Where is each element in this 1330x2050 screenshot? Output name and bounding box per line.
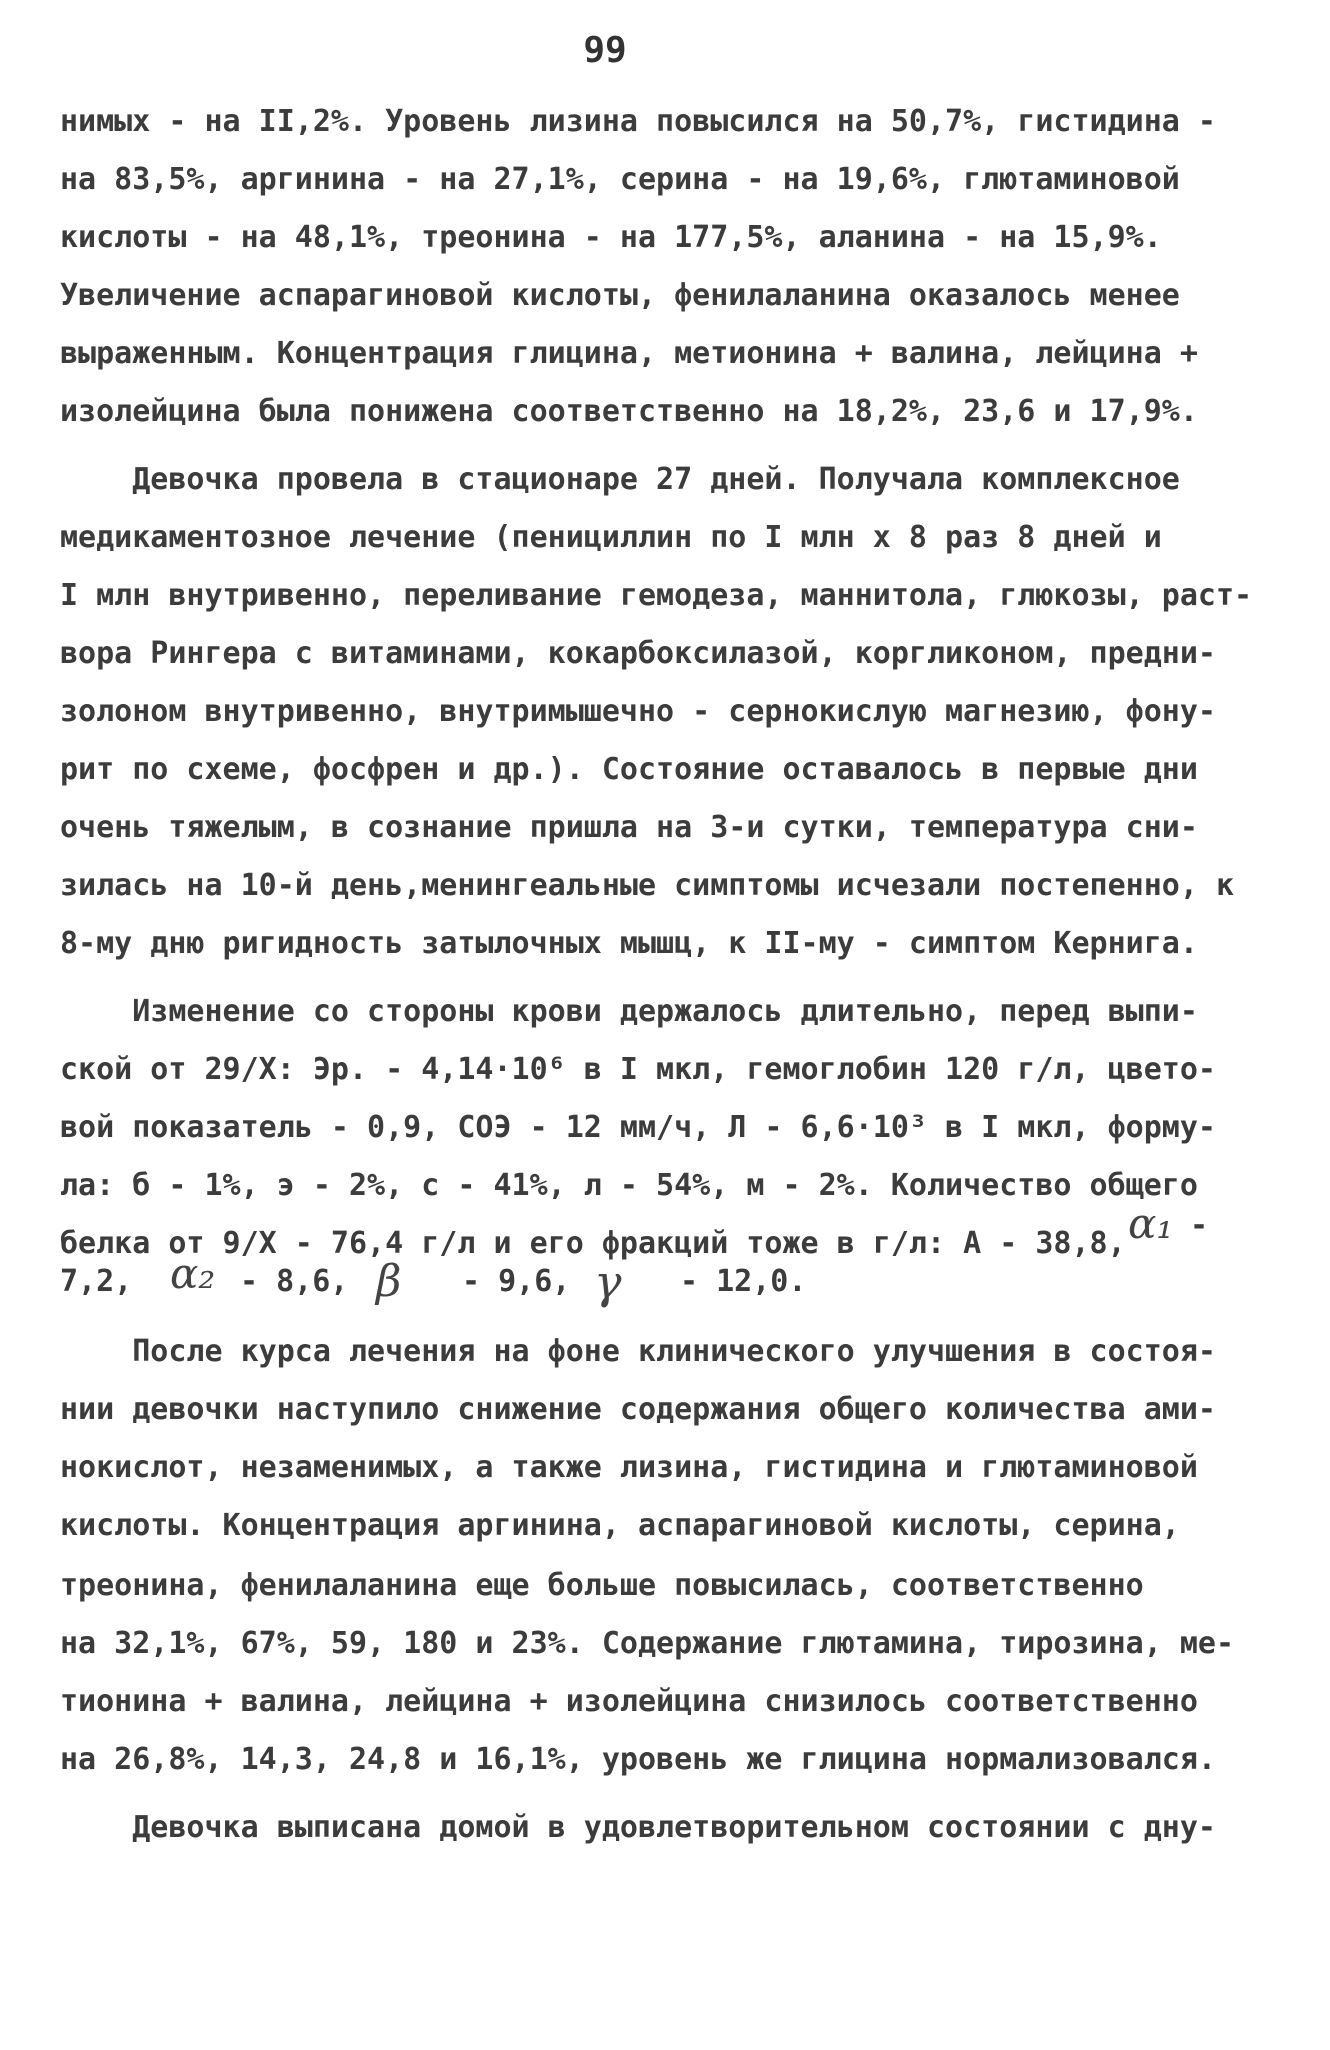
text-line: После курса лечения на фоне клинического улучшения в состоя- (60, 1334, 1216, 1369)
text-line: ской от 29/X: Эр. - 4,14·10⁶ в I мкл, гемоглобин 120 г/л, цвето- (60, 1052, 1216, 1087)
text-line: кислоты - на 48,1%, треонина - на 177,5%, аланина - на 15,9%. (60, 220, 1162, 255)
text-line: тионина + валина, лейцина + изолейцина снизилось соответственно (60, 1684, 1198, 1719)
text-line: на 83,5%, аргинина - на 27,1%, серина - на 19,6%, глютаминовой (60, 162, 1180, 197)
text-line: Девочка выписана домой в удовлетворительном состоянии с дну- (60, 1810, 1216, 1845)
handwritten-alpha2: α₂ (170, 1249, 216, 1298)
beta-value: - 9,6, (462, 1264, 571, 1299)
text-line: зилась на 10-й день,менингеальные симптомы исчезали постепенно, к (60, 868, 1234, 903)
text-line: вой показатель - 0,9, СОЭ - 12 мм/ч, Л - 6,6·10³ в I мкл, форму- (60, 1110, 1216, 1145)
text-line: золоном внутривенно, внутримышечно - сернокислую магнезию, фону- (60, 694, 1216, 729)
text-line: 7,2, (60, 1264, 133, 1299)
alpha1-value: - (1190, 1208, 1209, 1243)
text-line: ла: б - 1%, э - 2%, с - 41%, л - 54%, м - 2%. Количество общего (60, 1168, 1198, 1203)
text-line: белка от 9/X - 76,4 г/л и его фракций тоже в г/л: А - 38,8, (60, 1226, 1126, 1261)
text-line: Девочка провела в стационаре 27 дней. Получала комплексное (60, 462, 1180, 497)
text-line: нокислот, незаменимых, а также лизина, гистидина и глютаминовой (60, 1450, 1198, 1485)
text-line: нии девочки наступило снижение содержания общего количества ами- (60, 1392, 1216, 1427)
text-line: на 32,1%, 67%, 59, 180 и 23%. Содержание глютамина, тирозина, ме- (60, 1626, 1234, 1661)
text-line: 8-му дню ригидность затылочных мышц, к II-му - симптом Кернига. (60, 926, 1198, 961)
page-number: 99 (583, 30, 627, 71)
text-line: треонина, фенилаланина еще больше повысилась, соответственно (60, 1568, 1144, 1603)
gamma-value: - 12,0. (680, 1264, 807, 1299)
text-line: рит по схеме, фосфрен и др.). Состояние оставалось в первые дни (60, 752, 1198, 787)
text-line: нимых - на II,2%. Уровень лизина повысился на 50,7%, гистидина - (60, 104, 1216, 139)
text-line: на 26,8%, 14,3, 24,8 и 16,1%, уровень же глицина нормализовался. (60, 1742, 1216, 1777)
handwritten-alpha1: α₁ (1128, 1199, 1174, 1248)
text-line: кислоты. Концентрация аргинина, аспарагиновой кислоты, серина, (60, 1508, 1180, 1543)
text-line: вора Рингера с витаминами, кокарбоксилазой, коргликоном, предни- (60, 636, 1216, 671)
text-line: очень тяжелым, в сознание пришла на 3-и сутки, температура сни- (60, 810, 1198, 845)
text-line: выраженным. Концентрация глицина, метионина + валина, лейцина + (60, 336, 1198, 371)
text-line: изолейцина была понижена соответственно на 18,2%, 23,6 и 17,9%. (60, 394, 1198, 429)
alpha2-value: - 8,6, (240, 1264, 349, 1299)
text-line: Увеличение аспарагиновой кислоты, фенилаланина оказалось менее (60, 278, 1180, 313)
handwritten-beta: β (376, 1256, 402, 1307)
text-line: Изменение со стороны крови держалось длительно, перед выпи- (60, 994, 1198, 1029)
text-line: I млн внутривенно, переливание гемодеза, маннитола, глюкозы, раст- (60, 578, 1253, 613)
handwritten-gamma: γ (594, 1255, 622, 1309)
text-line: медикаментозное лечение (пенициллин по I млн х 8 раз 8 дней и (60, 520, 1162, 555)
